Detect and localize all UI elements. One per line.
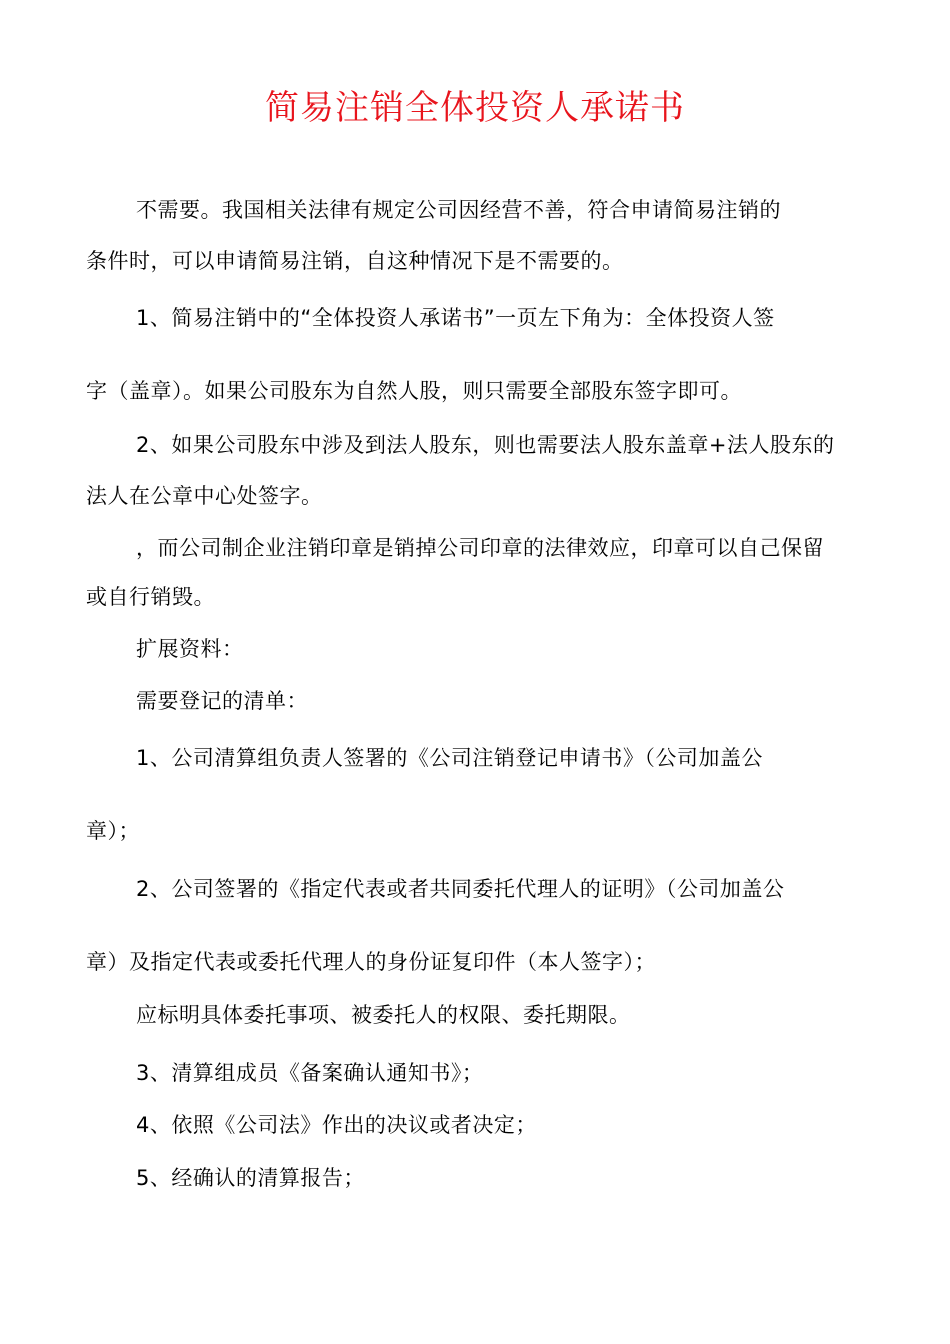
list-item: 3、清算组成员《备案确认通知书》； <box>136 1061 484 1085</box>
paragraph-line: 条件时，可以申请简易注销，自这种情况下是不需要的。 <box>86 249 624 273</box>
paragraph-line: 1、简易注销中的“全体投资人承诺书”一页左下角为：全体投资人签 <box>136 306 775 330</box>
paragraph-line: 2、如果公司股东中涉及到法人股东，则也需要法人股东盖章+法人股东的 <box>136 433 835 457</box>
paragraph-line: 字（盖章）。如果公司股东为自然人股，则只需要全部股东签字即可。 <box>86 379 742 403</box>
paragraph-line: 法人在公章中心处签字。 <box>86 484 323 508</box>
list-item-continuation: 章）； <box>86 819 140 843</box>
paragraph-line: 不需要。我国相关法律有规定公司因经营不善，符合申请简易注销的 <box>136 198 781 222</box>
document-title: 简易注销全体投资人承诺书 <box>265 88 685 128</box>
list-item: 5、经确认的清算报告； <box>136 1166 365 1190</box>
paragraph-line: 应标明具体委托事项、被委托人的权限、委托期限。 <box>136 1003 631 1027</box>
list-item: 4、依照《公司法》作出的决议或者决定； <box>136 1113 537 1137</box>
paragraph-line: 扩展资料： <box>136 637 244 661</box>
paragraph-line: 或自行销毁。 <box>86 585 215 609</box>
list-item: 1、公司清算组负责人签署的《公司注销登记申请书》（公司加盖公 <box>136 746 763 770</box>
paragraph-line: 需要登记的清单： <box>136 689 308 713</box>
list-item: 2、公司签署的《指定代表或者共同委托代理人的证明》（公司加盖公 <box>136 877 785 901</box>
paragraph-line: ，而公司制企业注销印章是销掉公司印章的法律效应，印章可以自己保留 <box>136 536 824 560</box>
list-item-continuation: 章）及指定代表或委托代理人的身份证复印件（本人签字）； <box>86 950 656 974</box>
